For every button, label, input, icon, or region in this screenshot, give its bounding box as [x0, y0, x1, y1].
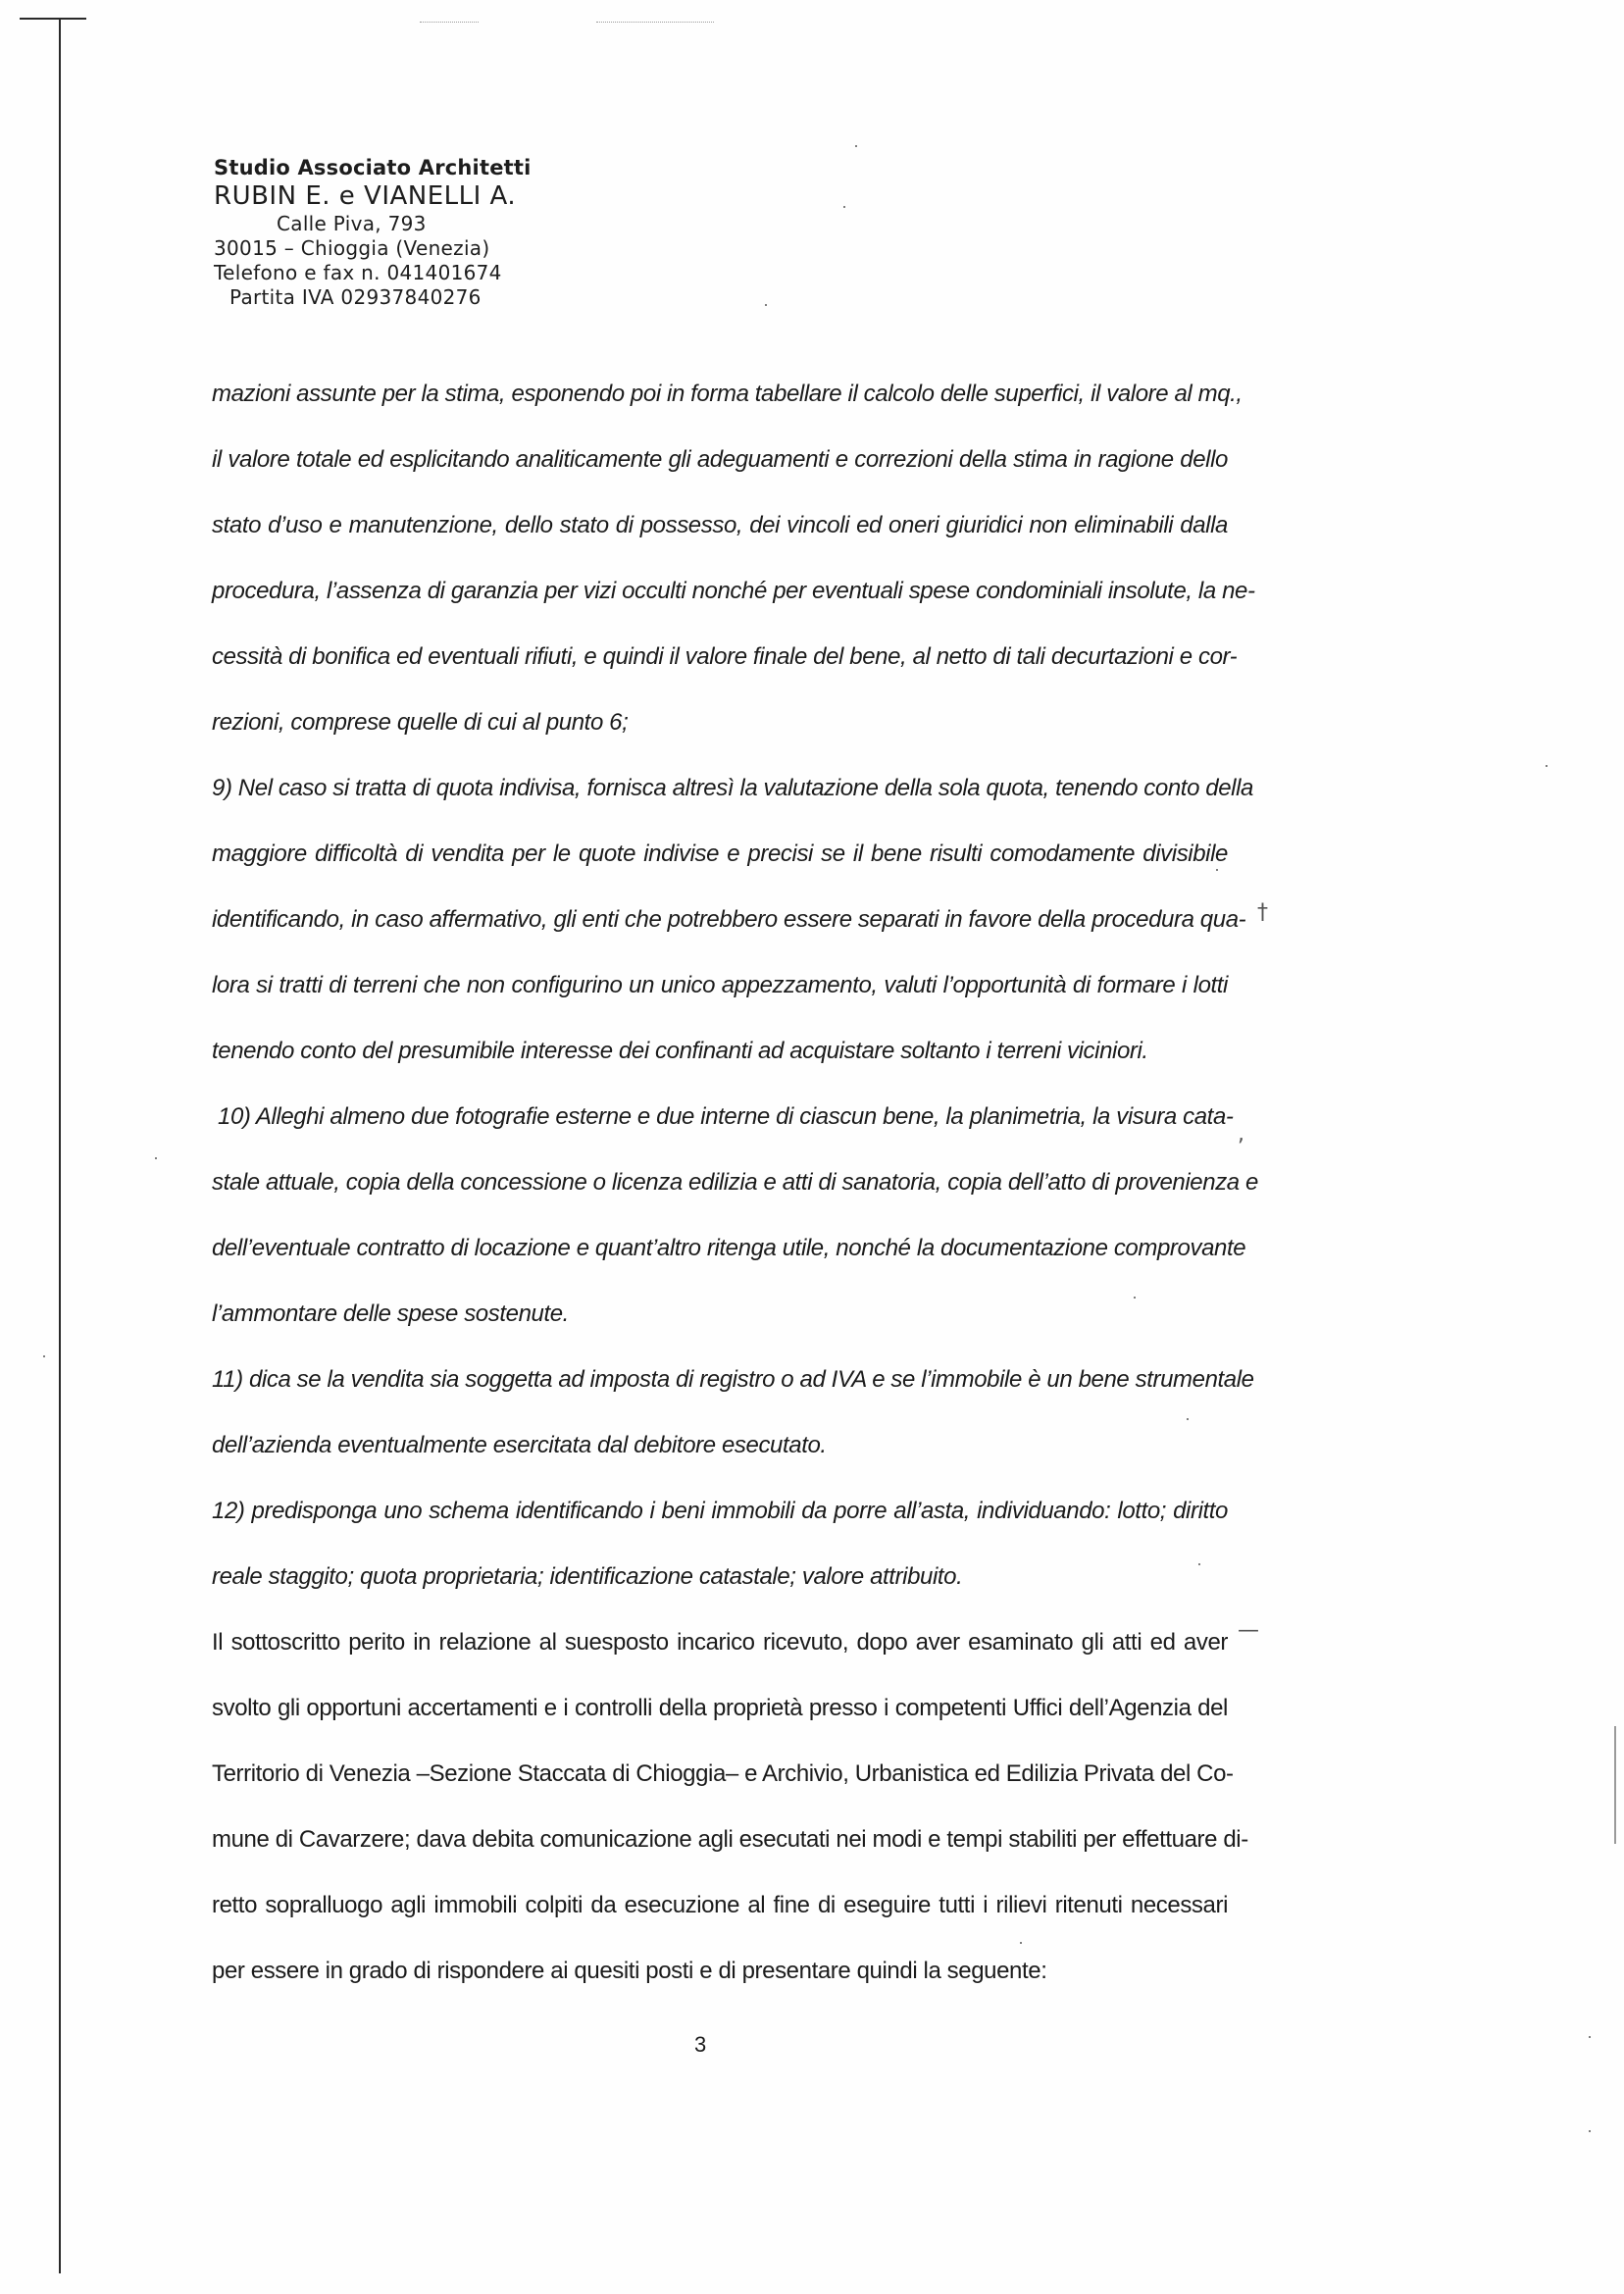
scan-speck: [43, 1355, 45, 1357]
text-line: 9) Nel caso si tratta di quota indivisa, fornisca altresì la valutazione della sola quota, tenendo conto della: [212, 775, 1253, 801]
scan-edge-mark: [1614, 1726, 1616, 1844]
street-address: Calle Piva, 793: [277, 212, 427, 235]
text-line: dell’eventuale contratto di locazione e quant’altro ritenga utile, nonché la documentazione comprovante: [212, 1235, 1246, 1261]
text-line: mune di Cavarzere; dava debita comunicazione agli esecutati nei modi e tempi stabiliti per effettuare di-: [212, 1826, 1248, 1853]
phone-fax: Telefono e fax n. 041401674: [214, 261, 502, 284]
text-line: stale attuale, copia della concessione o licenza edilizia e atti di sanatoria, copia dell’atto di provenienza e: [212, 1169, 1258, 1196]
text-line: Il sottoscritto perito in relazione al suesposto incarico ricevuto, dopo aver esaminato gli atti ed aver: [212, 1629, 1228, 1656]
text-line: mazioni assunte per la stima, esponendo poi in forma tabellare il calcolo delle superfici, il valore al mq.,: [212, 381, 1243, 407]
scan-speck: [855, 145, 857, 147]
scan-speck: [155, 1157, 157, 1159]
text-line: il valore totale ed esplicitando analiticamente gli adeguamenti e correzioni della stima in ragione dello: [212, 446, 1228, 473]
text-line: cessità di bonifica ed eventuali rifiuti, e quindi il valore finale del bene, al netto di tali decurtazioni e cor-: [212, 643, 1238, 670]
letterhead: [214, 155, 626, 310]
text-line: per essere in grado di rispondere ai quesiti posti e di presentare quindi la seguente:: [212, 1958, 1047, 1984]
studio-name: Studio Associato Architetti: [214, 156, 532, 179]
text-line: lora si tratti di terreni che non configurino un unico appezzamento, valuti l’opportunità di formare i lotti: [212, 972, 1228, 998]
text-line: maggiore difficoltà di vendita per le quote indivise e precisi se il bene risulti comodamente divisibile: [212, 841, 1228, 867]
text-line: reale staggito; quota proprietaria; identificazione catastale; valore attribuito.: [212, 1563, 963, 1590]
scan-speck: [1589, 2036, 1591, 2038]
margin-annotation-mark: —: [1238, 1618, 1259, 1643]
city-address: 30015 – Chioggia (Venezia): [214, 236, 490, 260]
text-line: 10) Alleghi almeno due fotografie esterne e due interne di ciascun bene, la planimetria, la visura cata-: [218, 1103, 1234, 1130]
page-number: 3: [694, 2032, 707, 2057]
text-line: retto sopralluogo agli immobili colpiti da esecuzione al fine di eseguire tutti i rilievi ritenuti necessari: [212, 1892, 1228, 1918]
scan-speck: [843, 206, 845, 208]
margin-annotation-mark: †: [1257, 900, 1268, 925]
text-line: dell’azienda eventualmente esercitata dal debitore esecutato.: [212, 1432, 827, 1458]
text-line: 12) predisponga uno schema identificando i beni immobili da porre all’asta, individuando: lotto; diritto: [212, 1498, 1228, 1524]
scan-speck: [1589, 2130, 1591, 2132]
scan-speck: [765, 304, 767, 306]
text-line: l’ammontare delle spese sostenute.: [212, 1300, 569, 1327]
vat-number: Partita IVA 02937840276: [229, 285, 482, 309]
binding-margin-line: [59, 18, 61, 2273]
text-line: stato d’uso e manutenzione, dello stato di possesso, dei vincoli ed oneri giuridici non eliminabili dalla: [212, 512, 1228, 538]
margin-annotation-mark: ,: [1238, 1122, 1244, 1147]
text-line: identificando, in caso affermativo, gli enti che potrebbero essere separati in favore della procedura qua-: [212, 906, 1246, 933]
text-line: 11) dica se la vendita sia soggetta ad imposta di registro o ad IVA e se l’immobile è un bene strumentale: [212, 1366, 1254, 1393]
architect-names: RUBIN E. e VIANELLI A.: [214, 181, 517, 211]
binding-tick-mark: [20, 18, 86, 20]
text-line: Territorio di Venezia –Sezione Staccata di Chioggia– e Archivio, Urbanistica ed Edilizia Privata del Co-: [212, 1760, 1234, 1787]
text-line: svolto gli opportuni accertamenti e i controlli della proprietà presso i competenti Uffici dell’Agenzia del: [212, 1695, 1228, 1721]
scan-dots-left: [420, 22, 479, 24]
text-line: rezioni, comprese quelle di cui al punto 6;: [212, 709, 629, 736]
scan-speck: [1546, 765, 1548, 767]
text-line: procedura, l’assenza di garanzia per vizi occulti nonché per eventuali spese condominiali insolute, la ne-: [212, 578, 1255, 604]
body-text: [212, 361, 1258, 2004]
text-line: tenendo conto del presumibile interesse dei confinanti ad acquistare soltanto i terreni viciniori.: [212, 1038, 1148, 1064]
scan-dots-right: [596, 22, 714, 24]
